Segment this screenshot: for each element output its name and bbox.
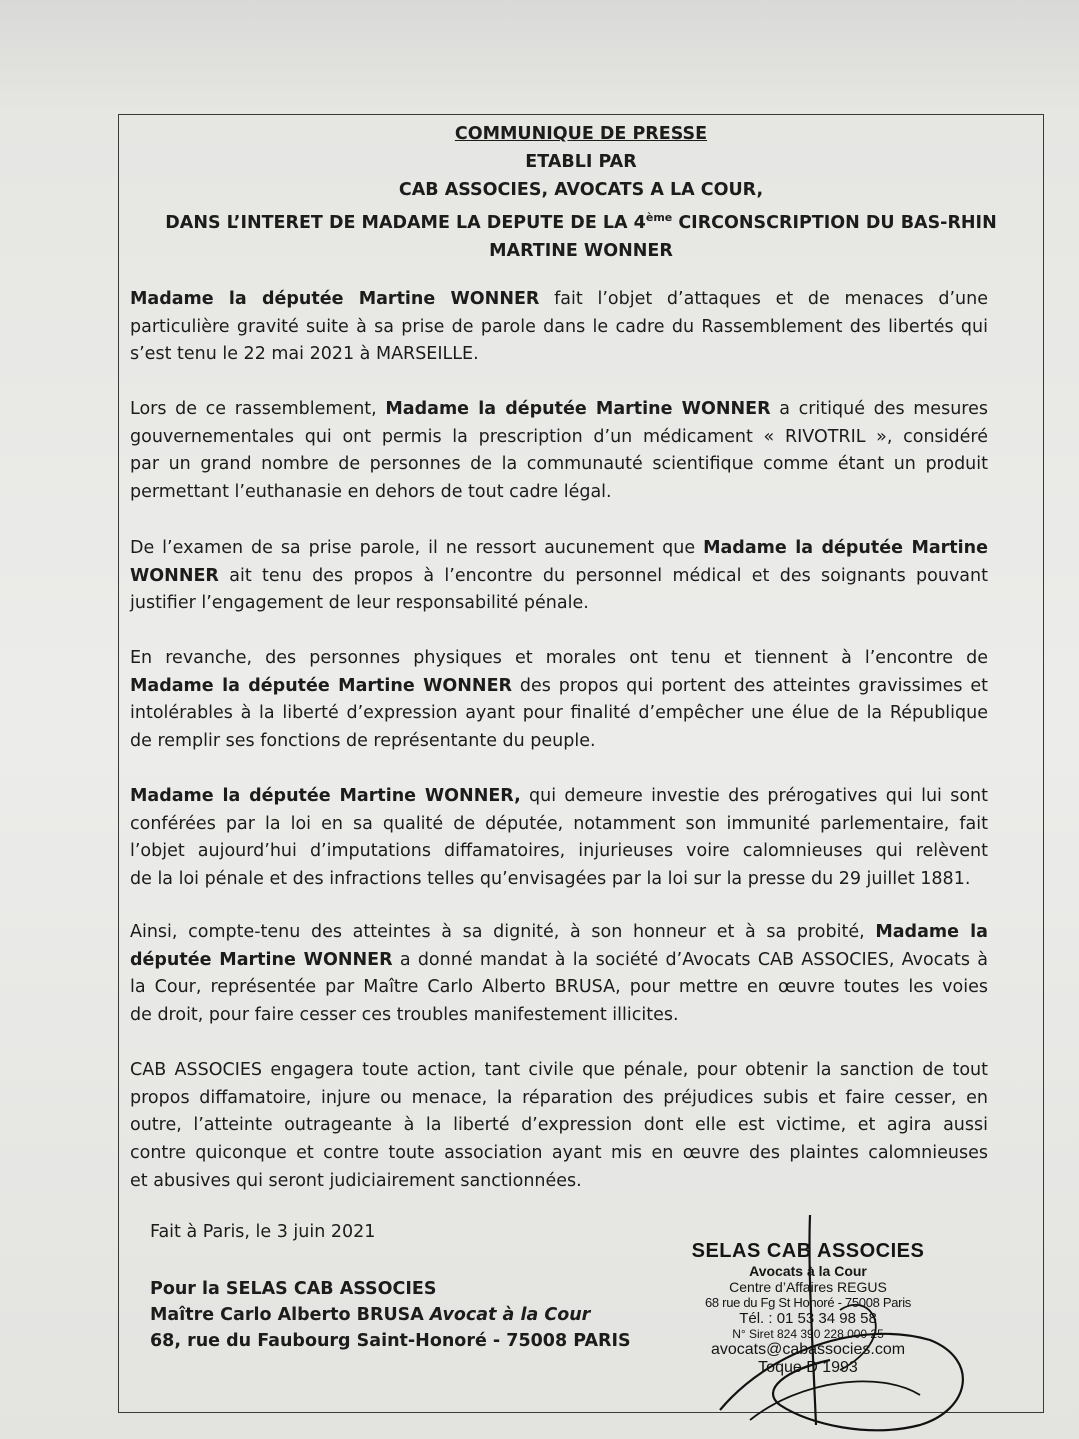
paragraph-3 [130,535,988,618]
p3-l1-pre: De l’examen de sa prise parole, il ne ressort aucunement que [130,538,704,558]
header-line-etabli: ETABLI PAR [525,152,637,172]
paragraph-2 [130,396,988,507]
p6-l1-pre: Ainsi, compte-tenu des atteintes à sa dignité, à son honneur et à sa probité, [130,922,876,942]
p1-line-1 [130,286,988,314]
stamp-tel: Tél. : 01 53 34 98 58 [739,1310,877,1327]
header-line-firm: CAB ASSOCIES, AVOCATS A LA COUR, [398,180,764,200]
p1-line-2: particulière gravité suite à sa prise de parole dans le cadre du Rassemblement des libertés qui [130,316,988,337]
p4-line-2 [130,673,988,701]
p5-line-2: conférées par la loi en sa qualité de députée, notamment son immunité parlementaire, fait [130,813,988,834]
stamp-siret: N° Siret 824 390 228 000 25 [732,1327,884,1341]
p2-line-4: permettant l’euthanasie en dehors de tout cadre légal. [130,482,612,503]
company-stamp [668,1240,948,1377]
signatory-name: Maître Carlo Alberto BRUSA [150,1305,430,1325]
stamp-email: avocats@cabassocies.com [710,1341,906,1358]
stamp-address: 68 rue du Fg St Honoré - 75008 Paris [705,1295,911,1310]
p5-line-4: de la loi pénale et des infractions telles qu’envisagées par la loi sur la presse du 29 juillet 1881. [130,869,971,890]
header-line-interest-sup: ème [645,211,673,224]
signatory-title: Avocat à la Cour [429,1305,591,1325]
paragraph-7 [130,1057,988,1196]
stamp-toque: Toque D 1993 [758,1359,858,1376]
p3-bold-1: Madame la députée Martine [703,538,988,558]
p4-line-3: intolérables à la liberté d’expression ayant pour finalité d’empêcher une élue de la République [130,703,988,724]
p6-line-2 [130,947,988,975]
p7-line-1: CAB ASSOCIES engagera toute action, tant civile que pénale, pour obtenir la sanction de tout [130,1060,988,1080]
p5-line-3: l’objet aujourd’hui d’imputations diffamatoires, injurieuses voire calomnieuses qui relèvent [130,841,988,862]
p3-line-2 [130,563,988,591]
paragraph-5 [130,783,988,894]
p4-bold: Madame la députée Martine WONNER [130,675,513,696]
p2-line-2: gouvernementales qui ont permis la prescription d’un médicament « RIVOTRIL », considéré [130,426,988,447]
signatory-block [150,1276,631,1354]
header-line-interest [118,204,1044,237]
p4-line-4: de remplir ses fonctions de représentante du peuple. [130,731,596,752]
p7-line-3: outre, l’atteinte outrageante à la liberté d’expression dont elle est victime, et agira aussi [130,1115,988,1136]
stamp-sub: Avocats à la Cour [749,1263,867,1279]
p1-bold: Madame la députée Martine WONNER [130,289,540,309]
p7-line-2: propos diffamatoire, injure ou menace, la réparation des préjudices subis et faire cesser, en [130,1087,988,1108]
p1-line-3: s’est tenu le 22 mai 2021 à MARSEILLE. [130,344,479,365]
p6-line-3: la Cour, représentée par Maître Carlo Alberto BRUSA, pour mettre en œuvre toutes les voies [130,977,988,998]
header-line-name: MARTINE WONNER [489,240,673,261]
p5-bold: Madame la députée Martine WONNER, [130,786,521,806]
p3-bold-2: WONNER [130,565,219,586]
p6-bold-2: députée Martine WONNER [130,949,393,970]
p3-line-3: justifier l’engagement de leur responsabilité pénale. [130,593,589,614]
stamp-center: Centre d’Affaires REGUS [729,1279,887,1295]
paragraph-1 [130,286,988,369]
date-line: Fait à Paris, le 3 juin 2021 [150,1222,376,1242]
header-title: COMMUNIQUE DE PRESSE [454,124,708,144]
paragraph-6 [130,919,988,1030]
p2-line-1 [130,396,988,424]
p2-l1-rest: a critiqué des mesures [770,399,988,419]
p5-line-1 [130,783,988,811]
p7-line-4: contre quiconque et contre toute association ayant mis en œuvre des plaintes calomnieuses [130,1143,988,1164]
p5-l1-rest: qui demeure investie des prérogatives qui lui sont [520,786,988,806]
p3-line-1 [130,535,988,563]
p6-l2-rest: a donné mandat à la société d’Avocats CAB ASSOCIES, Avocats à [392,949,988,970]
press-release-header [118,120,1044,265]
p3-l2-rest: ait tenu des propos à l’encontre du personnel médical et des soignants pouvant [218,565,988,586]
p6-line-4: de droit, pour faire cesser ces troubles manifestement illicites. [130,1005,679,1026]
p2-line-3: par un grand nombre de personnes de la communauté scientifique comme étant un produit [130,454,988,475]
p4-line-1: En revanche, des personnes physiques et morales ont tenu et tiennent à l’encontre de [130,648,988,668]
p1-l1-text: fait l’objet d’attaques et de menaces d’une [539,289,988,309]
p2-bold: Madame la députée Martine WONNER [385,399,771,419]
p6-line-1 [130,919,988,947]
p7-line-5: et abusives qui seront judiciairement sanctionnées. [130,1170,582,1191]
p4-l2-rest: des propos qui portent des atteintes gravissimes et [512,675,988,696]
p2-l1-pre: Lors de ce rassemblement, [130,399,386,419]
signatory-line-3: 68, rue du Faubourg Saint-Honoré - 75008 PARIS [150,1331,631,1351]
signatory-line-2 [150,1302,631,1328]
header-line-interest-b: CIRCONSCRIPTION DU BAS-RHIN [672,212,997,233]
paragraph-4 [130,645,988,756]
p6-bold-1: Madame la [875,922,988,942]
stamp-name: SELAS CAB ASSOCIES [691,1240,925,1262]
signatory-line-1: Pour la SELAS CAB ASSOCIES [150,1279,437,1299]
header-line-interest-a: DANS L’INTERET DE MADAME LA DEPUTE DE LA 4 [165,212,646,233]
